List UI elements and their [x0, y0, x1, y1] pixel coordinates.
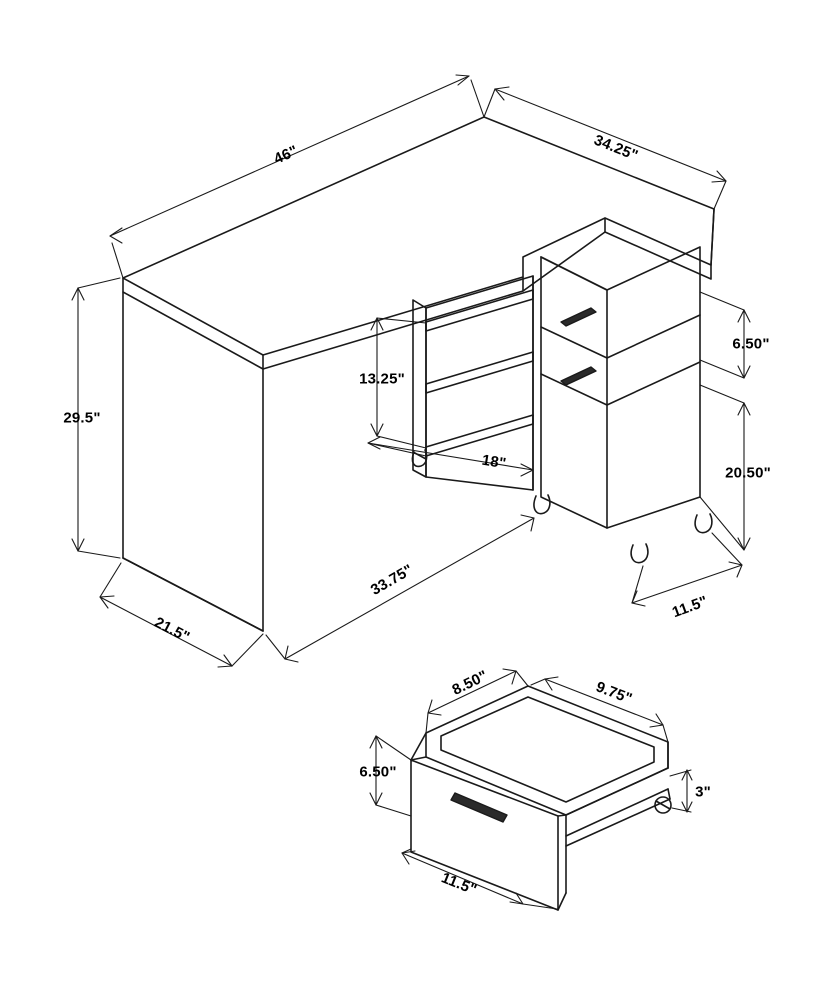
dim-desk-width-right-top: 34.25"	[591, 131, 641, 165]
dim-cabinet-depth: 11.5"	[669, 592, 711, 622]
dim-desk-width-left-top: 46"	[271, 142, 301, 168]
dim-desk-depth-left: 21.5"	[151, 613, 193, 647]
drawer-dimension-lines	[370, 669, 692, 909]
desk-shelf-unit	[413, 276, 533, 490]
dim-drawer-inner-depth: 8.50"	[449, 667, 491, 699]
dim-desk-front-length: 33.75"	[367, 561, 417, 599]
cabinet-drawer-handles	[561, 308, 596, 385]
dim-drawer-face-width: 11.5"	[438, 869, 480, 899]
dim-shelf-opening-width: 18"	[480, 451, 508, 473]
dim-drawer-inner-width: 9.75"	[593, 678, 635, 708]
dim-desk-height-left: 29.5"	[63, 409, 101, 427]
dim-drawer-slide-height: 3"	[695, 783, 711, 801]
dim-drawer-face-height: 6.50"	[732, 335, 770, 353]
drawer-front-handle	[451, 793, 507, 822]
dim-cabinet-door-height: 20.50"	[725, 464, 771, 482]
dim-drawer-height: 6.50"	[359, 763, 397, 781]
desk-right-cabinet	[541, 247, 700, 528]
dim-shelf-opening-height: 13.25"	[359, 370, 405, 388]
